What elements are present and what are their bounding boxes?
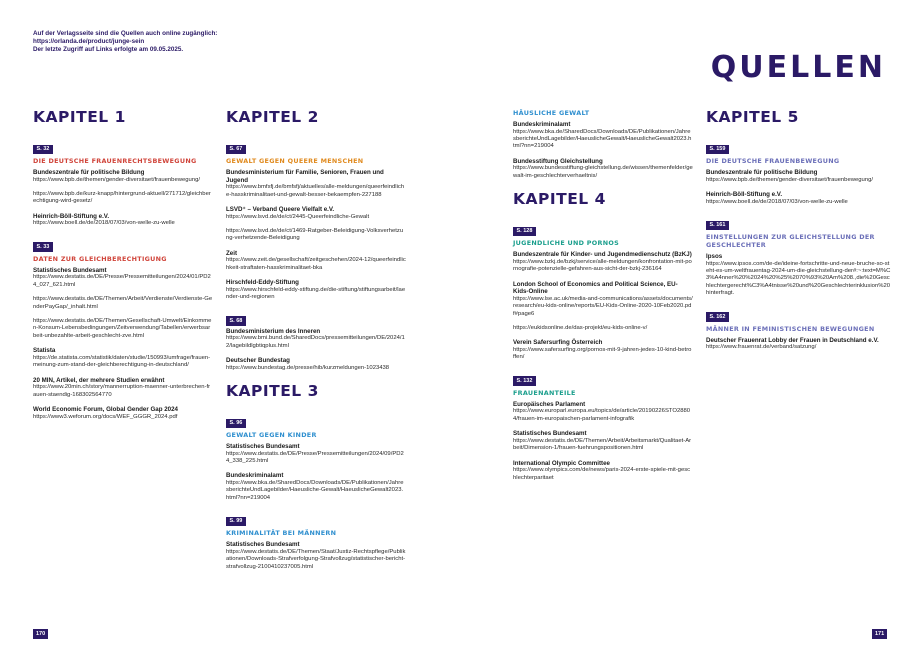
source-url[interactable]: https://www.destatis.de/DE/Presse/Pressemitteilungen/2024/09/PD24_338_225.html [226, 450, 404, 465]
source-name: Bundeszentrale für politische Bildung [33, 169, 145, 176]
source-url[interactable]: https://www.bundesstiftung-gleichstellung.de/wissen/themenfelder/gewalt-im-geschlechterverhaeltnis/ [513, 165, 693, 179]
source-name: Bundeskriminalamt [226, 472, 284, 480]
source-name: Heinrich-Böll-Stiftung e.V. [33, 212, 110, 220]
source-entry [33, 296, 213, 311]
page-badge: S. 162 [706, 312, 729, 322]
chapter-heading: KAPITEL 5 [706, 108, 799, 126]
source-name: Deutscher Frauenrat Lobby der Frauen in Deutschland e.V. [706, 336, 879, 344]
page-badge: S. 132 [513, 376, 536, 386]
section-frauenbewegung [706, 137, 891, 206]
section-maenner-feministisch [706, 305, 891, 352]
source-url[interactable]: https://www3.weforum.org/docs/WEF_GGGR_2024.pdf [33, 413, 178, 420]
source-entry [226, 472, 406, 502]
source-name: Deutscher Bundestag [226, 357, 290, 365]
source-url[interactable]: https://www.frauenrat.de/verband/satzung/ [706, 344, 817, 351]
source-entry [226, 541, 406, 571]
source-entry [513, 430, 693, 452]
source-entry [33, 406, 213, 421]
section-gewalt-queere [226, 137, 406, 302]
section-title: EINSTELLUNGEN ZUR GLEICHSTELLUNG DER GESCHLECHTER [706, 233, 875, 249]
page-badge: S. 68 [226, 316, 246, 326]
source-entry [33, 347, 213, 369]
intro-note [33, 30, 353, 55]
source-url[interactable]: https://www.zeit.de/gesellschaft/zeitgeschehen/2024-12/queerfeindlichkeit-straftaten-hasskriminalitaet-bka [226, 257, 406, 271]
source-name: International Olympic Committee [513, 459, 610, 467]
source-url[interactable]: https://www.ipsos.com/de-de/ideine-fortschritte-und-neue-bruche-so-steht-es-um-weltfrauentag-2024-um-die-gleichstellung-der#:~:text=M%C3%A4nner%20%2024%20%25%2070%93%20Am%208.,die%20Geschlechtergerecht%C3%A4tnisse%20und%20Geschlechterinklusion%20hinterfragt. [706, 260, 891, 297]
source-name: Statistisches Bundesamt [226, 443, 300, 451]
section-title: GEWALT GEGEN KINDER [226, 431, 317, 440]
source-entry [226, 328, 406, 350]
page-number-right: 171 [872, 629, 887, 639]
source-name: Europäisches Parlament [513, 400, 586, 408]
chapter-heading: KAPITEL 1 [33, 108, 126, 126]
source-entry [226, 228, 406, 243]
section-jugendliche-pornos [513, 219, 693, 362]
source-entry [513, 121, 693, 151]
source-entry [513, 325, 693, 332]
source-name: Statistisches Bundesamt [33, 266, 107, 274]
source-url[interactable]: https://www.destatis.de/DE/Themen/Arbeit/Verdienste/Verdienste-GenderPayGap/_inhalt.html [33, 296, 213, 310]
source-entry [226, 169, 406, 199]
source-name: Bundeszentrale für Kinder- und Jugendmedienschutz (BzKJ) [513, 251, 692, 259]
source-entry [706, 253, 891, 298]
source-entry [706, 191, 891, 206]
source-url[interactable]: https://www.bmi.bund.de/SharedDocs/pressemitteilungen/DE/2024/12/lagebildlgbtiqplus.html [226, 335, 405, 349]
source-name: Ipsos [706, 253, 723, 260]
source-entry [226, 279, 406, 301]
section-title: GEWALT GEGEN QUEERE MENSCHEN [226, 157, 364, 165]
page-number-left: 170 [33, 629, 48, 639]
source-name: 20 MIN, Artikel, der mehrere Studien erwähnt [33, 376, 165, 384]
source-name: Statistisches Bundesamt [226, 541, 300, 549]
column-kapitel-5 [706, 108, 891, 359]
intro-line-3: Der letzte Zugriff auf Links erfolgte am 09.05.2025. [33, 46, 184, 54]
source-url[interactable]: https://www.olympics.com/de/news/paris-2024-erste-spiele-mit-geschlechterparitaet [513, 467, 691, 481]
source-entry [33, 377, 213, 399]
intro-line-1: Auf der Verlagsseite sind die Quellen auch online zugänglich: [33, 30, 218, 37]
page-badge: S. 67 [226, 145, 246, 155]
source-url[interactable]: https://www.destatis.de/DE/Themen/Arbeit/Arbeitsmarkt/Qualitaet-Arbeit/Dimension-1/frauen-fuehrungspositionen.html [513, 437, 692, 452]
source-entry [513, 339, 693, 361]
source-name: Hirschfeld-Eddy-Stiftung [226, 279, 299, 287]
source-name: Bundesministerium des Inneren [226, 327, 321, 335]
source-url[interactable]: https://www.bpb.de/themen/gender-diversitaet/frauenbewegung/ [706, 176, 874, 183]
source-name: Bundesministerium für Familie, Senioren, Frauen und Jugend [226, 169, 384, 184]
page-badge: S. 33 [33, 242, 53, 252]
source-entry [513, 281, 693, 318]
source-url[interactable]: https://www.safersurfing.org/pornos-mit-9-jahren-jedes-10-kind-betroffen/ [513, 347, 692, 361]
page-badge: S. 99 [226, 517, 246, 527]
source-url[interactable]: https://www.boell.de/de/2018/07/03/von-welle-zu-welle [706, 198, 848, 205]
source-url[interactable]: https://www.boell.de/de/2018/07/03/von-welle-zu-welle [33, 220, 175, 227]
source-name: Statistisches Bundesamt [513, 430, 587, 438]
section-title: DIE DEUTSCHE FRAUENRECHTSBEWEGUNG [33, 157, 197, 165]
section-title: DATEN ZUR GLEICHBERECHTIGUNG [33, 254, 167, 263]
source-name: LSVD⁺ – Verband Queere Vielfalt e.V. [226, 206, 335, 213]
source-entry [33, 169, 213, 184]
chapter-heading: KAPITEL 2 [226, 108, 319, 126]
chapter-heading: KAPITEL 4 [513, 190, 606, 209]
source-name: Bundeszentrale für politische Bildung [706, 169, 818, 176]
section-daten-gleichberechtigung [33, 235, 213, 421]
page-badge: S. 128 [513, 227, 536, 237]
source-url[interactable]: https://www.bmfsfj.de/bmfsfj/aktuelles/alle-meldungen/queerfeindliche-hasskriminalitaet-und-gewalt-besser-bekaempfen-227188 [226, 184, 405, 198]
source-url[interactable]: https://www.bka.de/SharedDocs/Downloads/DE/Publikationen/JahresberichteUndLagebilder/Haeusliche-Gewalt/HaeuslicheGewalt2023.html?nn=219004 [226, 480, 404, 501]
source-name: Verein Safersurfing Österreich [513, 339, 603, 347]
page-badge: S. 159 [706, 145, 729, 155]
source-name: World Economic Forum, Global Gender Gap 2024 [33, 406, 178, 414]
source-name: Bundeskriminalamt [513, 121, 571, 128]
intro-line-2[interactable]: https://orlanda.de/product/junge-sein [33, 38, 145, 46]
source-name: Bundesstiftung Gleichstellung [513, 157, 603, 165]
source-entry [513, 251, 693, 273]
section-s68 [226, 309, 406, 372]
source-entry [226, 250, 406, 272]
chapter-heading: KAPITEL 3 [226, 382, 319, 401]
section-title: MÄNNER IN FEMINISTISCHEN BEWEGUNGEN [706, 324, 875, 333]
source-url[interactable]: https://www.bundestag.de/presse/hib/kurzmeldungen-1023438 [226, 364, 390, 371]
source-entry [226, 206, 406, 221]
section-kriminalitaet [226, 509, 406, 571]
column-kapitel-4 [513, 108, 693, 489]
source-url[interactable]: https://de.statista.com/statistik/daten/studie/150993/umfrage/frauen-meinung-zum-stand-der-gleichberechtigung-in-deutschland/ [33, 354, 211, 369]
source-entry [33, 318, 213, 340]
source-entry [513, 460, 693, 482]
source-entry [226, 443, 406, 465]
source-url[interactable]: https://www.lsvd.de/de/ct/1469-Ratgeber-Beleidigung-Volksverhetzung-verhetzende-Beleidigung [226, 228, 404, 242]
section-title: DIE DEUTSCHE FRAUENBEWEGUNG [706, 157, 840, 165]
source-entry [33, 191, 213, 206]
section-frauenanteile [513, 369, 693, 482]
source-url[interactable]: https://www.destatis.de/DE/Themen/Gesellschaft-Umwelt/Einkommen-Konsum-Lebensbedingungen/Zeitverwendung/Tabellen/erwerbsarbeit-unbezahlte-arbeit-geschlecht-zve.html [33, 318, 212, 339]
page-title: QUELLEN [710, 50, 886, 85]
section-haeusliche-gewalt [513, 109, 693, 180]
column-kapitel-2-3 [226, 108, 406, 578]
source-url[interactable]: https://www.destatis.de/DE/Themen/Staat/Justiz-Rechtspflege/Publikationen/Downloads-Strafverfolgung-Strafvollzug/statistischer-bericht-strafvollzug-2100410237005.html [226, 548, 406, 570]
source-name: Heinrich-Böll-Stiftung e.V. [706, 191, 783, 198]
source-entry [513, 401, 693, 423]
source-entry [33, 213, 213, 228]
section-title: JUGENDLICHE UND PORNOS [513, 239, 619, 248]
page-badge: S. 96 [226, 419, 246, 429]
source-name: Statista [33, 347, 56, 355]
source-url[interactable]: https://www.lse.ac.uk/media-and-communications/assets/documents/research/eu-kids-online/reports/EU-Kids-Online-2020-10Feb2020.pdf#page6 [513, 295, 693, 317]
page-badge: S. 32 [33, 145, 53, 155]
source-name: Zeit [226, 249, 238, 257]
source-url[interactable]: https://www.bpb.de/themen/gender-diversitaet/frauenbewegung/ [33, 176, 201, 183]
source-url[interactable]: https://eukidsonline.de/das-projekt/eu-kids-online-v/ [513, 325, 648, 332]
source-entry [513, 158, 693, 180]
section-gewalt-kinder [226, 411, 406, 502]
section-title: KRIMINALITÄT BEI MÄNNERN [226, 529, 337, 538]
source-url[interactable]: https://www.hirschfeld-eddy-stiftung.de/die-stiftung/stiftungsarbeit/laender-und-regionen [226, 286, 406, 301]
source-url[interactable]: https://www.bka.de/SharedDocs/Downloads/DE/Publikationen/JahresberichteUndLagebilder/HaeuslicheGewalt/HaeuslicheGewalt2023.html?nn=219004 [513, 128, 692, 150]
section-einstellungen [706, 213, 891, 298]
section-title: FRAUENANTEILE [513, 388, 576, 397]
source-url[interactable]: https://www.destatis.de/DE/Presse/Pressemitteilungen/2024/01/PD24_027_621.html [33, 274, 211, 288]
source-name: London School of Economics and Political Science, EU-Kids-Online [513, 280, 678, 296]
source-url[interactable]: https://www.lsvd.de/de/ct/2445-Queerfeindliche-Gewalt [226, 213, 370, 220]
source-url[interactable]: https://www.20min.ch/story/mannerruption-maenner-unterbrechen-frauen-staendig-168302564770 [33, 384, 211, 398]
source-entry [226, 357, 406, 372]
column-kapitel-1 [33, 108, 213, 428]
source-entry [33, 267, 213, 289]
source-entry [706, 169, 891, 184]
source-entry [706, 337, 891, 352]
section-frauenrechtsbewegung [33, 137, 213, 228]
page-badge: S. 161 [706, 221, 729, 231]
source-url[interactable]: https://www.bpb.de/kurz-knapp/hintergrund-aktuell/271712/gleichberechtigung-wird-gesetz/ [33, 191, 211, 205]
section-title: HÄUSLICHE GEWALT [513, 109, 590, 117]
source-url[interactable]: https://www.bzkj.de/bzkj/service/alle-meldungen/konfrontation-mit-pornografie-potenzielle-gefahren-aus-sicht-der-bzkj-236164 [513, 258, 692, 273]
source-url[interactable]: https://www.europarl.europa.eu/topics/de/article/20190226STO28804/frauen-im-europaischen-parlament-infografik [513, 408, 691, 422]
